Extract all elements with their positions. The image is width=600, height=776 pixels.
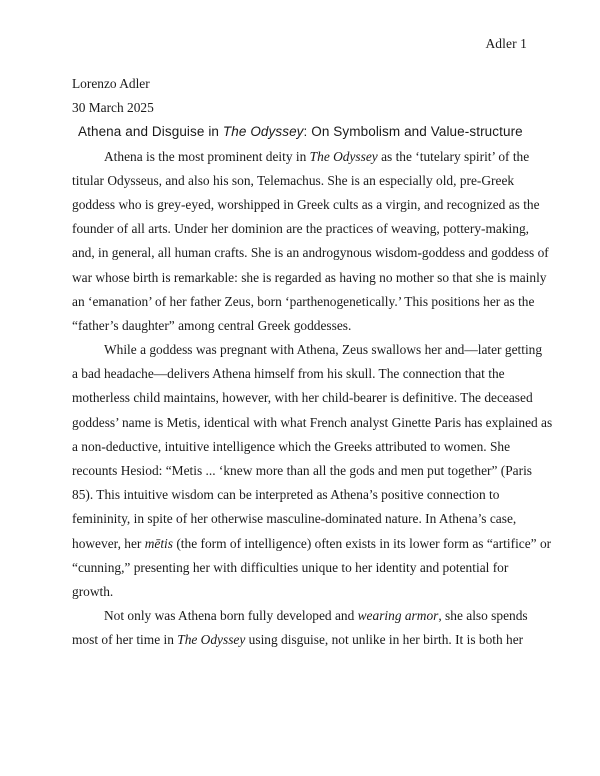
p2-line-9 — [72, 532, 552, 556]
p2-l9-italic: mētis — [144, 535, 173, 551]
p1-line-4: founder of all arts. Under her dominion are the practices of weaving, pottery-making, — [72, 221, 529, 237]
p2-line-2: a bad headache—delivers Athena himself from his skull. The connection that the — [72, 366, 505, 382]
p2-line-11: growth. — [72, 583, 114, 599]
p2-line-1: While a goddess was pregnant with Athena, Zeus swallows her and—later getting — [104, 342, 543, 358]
p1-l1-text-a: Athena is the most prominent deity in — [104, 148, 310, 164]
p1-line-5: and, in general, all human crafts. She is an androgynous wisdom-goddess and goddess of — [72, 245, 549, 261]
essay-body — [72, 72, 553, 653]
p1-line-2: titular Odysseus, and also his son, Telemachus. She is an especially old, pre-Greek — [72, 172, 515, 188]
p2-line-4: goddess’ name is Metis, identical with what French analyst Ginette Paris has explained as — [72, 414, 553, 430]
p1-line-3: goddess who is grey-eyed, worshipped in Greek cults as a virgin, and recognized as the — [72, 196, 540, 212]
p3-line-2 — [72, 628, 532, 652]
p3-l1-text-a: Not only was Athena born fully developed and — [104, 608, 358, 624]
p2-l9-text-b: (the form of intelligence) often exists in its lower form as “artifice” or — [172, 535, 552, 551]
p2-line-7: 85). This intuitive wisdom can be interpreted as Athena’s positive connection to — [72, 487, 500, 503]
paragraph-1 — [72, 145, 549, 339]
p1-line-8: “father’s daughter” among central Greek goddesses. — [72, 317, 352, 333]
p3-l1-text-b: , she also spends — [438, 608, 528, 624]
author-name: Lorenzo Adler — [72, 76, 150, 91]
paragraph-2 — [72, 338, 553, 604]
p2-line-6: recounts Hesiod: “Metis ... ‘knew more than all the gods and men put together” (Paris — [72, 463, 533, 478]
title-pre: Athena and Disguise in — [78, 124, 223, 140]
title-italic: The Odyssey — [222, 124, 304, 140]
p3-l2-text-a: most of her time in — [72, 632, 178, 648]
title-post: : On Symbolism and Value-structure — [303, 124, 523, 140]
p3-l2-text-b: using disguise, not unlike in her birth. It is both her — [245, 632, 524, 648]
p2-l9-text-a: however, her — [72, 535, 145, 551]
p1-l1-italic: The Odyssey — [309, 148, 378, 164]
p1-line-7: an ‘emanation’ of her father Zeus, born ‘parthenogenetically.’ This positions her as the — [72, 293, 535, 309]
p2-line-3: motherless child maintains, however, with her child-bearer is definitive. The deceased — [72, 390, 533, 406]
p2-line-10: “cunning,” presenting her with difficulties unique to her identity and potential for — [72, 559, 509, 575]
p3-l2-italic: The Odyssey — [177, 632, 246, 648]
p2-line-5: a non-deductive, intuitive intelligence which the Greeks attributed to women. She — [72, 438, 511, 454]
p1-line-6: war whose birth is remarkable: she is regarded as having no mother so that she is mainly — [72, 269, 547, 285]
p3-line-1 — [72, 604, 532, 628]
essay-title — [72, 120, 532, 144]
p3-l1-italic: wearing armor — [357, 608, 439, 624]
paragraph-3 — [72, 604, 532, 652]
running-head: Adler 1 — [485, 36, 527, 51]
p2-line-8: femininity, in spite of her otherwise masculine-dominated nature. In Athena’s case, — [72, 511, 517, 527]
essay-date: 30 March 2025 — [72, 100, 154, 116]
p1-line-1 — [72, 145, 532, 169]
p1-l1-text-b: as the ‘tutelary spirit’ of the — [377, 148, 530, 164]
